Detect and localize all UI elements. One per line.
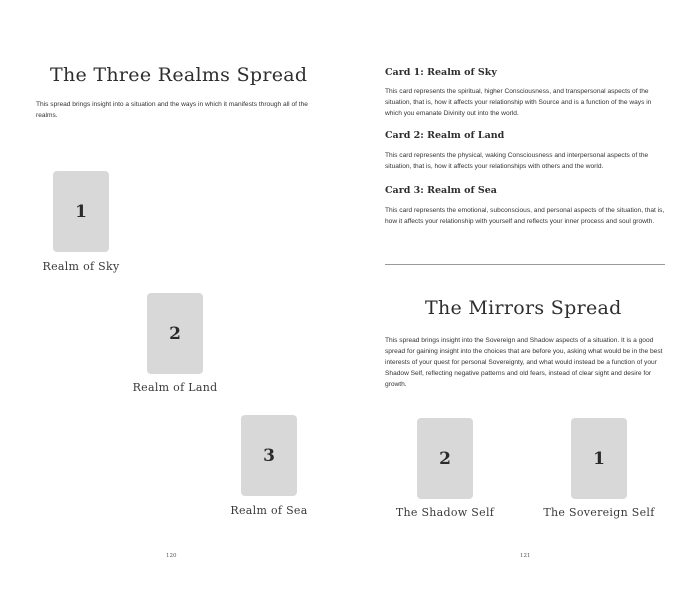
three-realms-title: The Three Realms Spread <box>50 64 308 86</box>
card-3-heading: Card 3: Realm of Sea <box>385 185 497 196</box>
card-2-heading: Card 2: Realm of Land <box>385 130 505 141</box>
card-2 <box>147 293 203 374</box>
card-1 <box>53 171 109 252</box>
card-2-label: Realm of Land <box>132 381 218 394</box>
shadow-self-card <box>417 418 473 499</box>
mirrors-title: The Mirrors Spread <box>425 297 622 319</box>
card-3 <box>241 415 297 496</box>
card-2-number: 2 <box>169 323 181 344</box>
card-3-description: This card represents the emotional, subconscious, and personal aspects of the situation, that is, how it affects your relationship with yourself and reflects your inner process and soul growth. <box>385 207 665 225</box>
right-page <box>350 0 700 600</box>
left-page-number: 120 <box>166 553 177 559</box>
mirrors-intro: This spread brings insight into the Sovereign and Shadow aspects of a situation. It is a good spread for gaining insight into the choices that are before you, asking what would be in the best interests of your quest for personal Sovereignty, and what would instead be a function of your Shadow Self, reflecting negative patterns and old fears, instead of clear sight and desire for growth. <box>385 337 663 388</box>
sovereign-self-card <box>571 418 627 499</box>
card-1-heading: Card 1: Realm of Sky <box>385 67 497 78</box>
shadow-self-card-number: 2 <box>439 448 451 469</box>
three-realms-intro: This spread brings insight into a situation and the ways in which it manifests through all of the realms. <box>36 101 308 119</box>
card-2-description: This card represents the physical, waking Consciousness and interpersonal aspects of the situation, that is, how it affects your relationships with others and the world. <box>385 152 649 170</box>
section-divider <box>385 264 665 265</box>
card-3-number: 3 <box>263 445 275 466</box>
card-1-label: Realm of Sky <box>42 260 120 273</box>
shadow-self-label: The Shadow Self <box>395 506 495 519</box>
right-page-number: 121 <box>520 553 531 559</box>
card-1-description: This card represents the spiritual, higher Consciousness, and transpersonal aspects of the situation, that is, how it affects your relationship with Source and is a function of the ways in which you emanate Divinity out into the world. <box>385 88 652 117</box>
card-3-label: Realm of Sea <box>230 504 308 517</box>
card-1-number: 1 <box>75 201 87 222</box>
sovereign-self-card-number: 1 <box>593 448 605 469</box>
sovereign-self-label: The Sovereign Self <box>543 506 655 519</box>
